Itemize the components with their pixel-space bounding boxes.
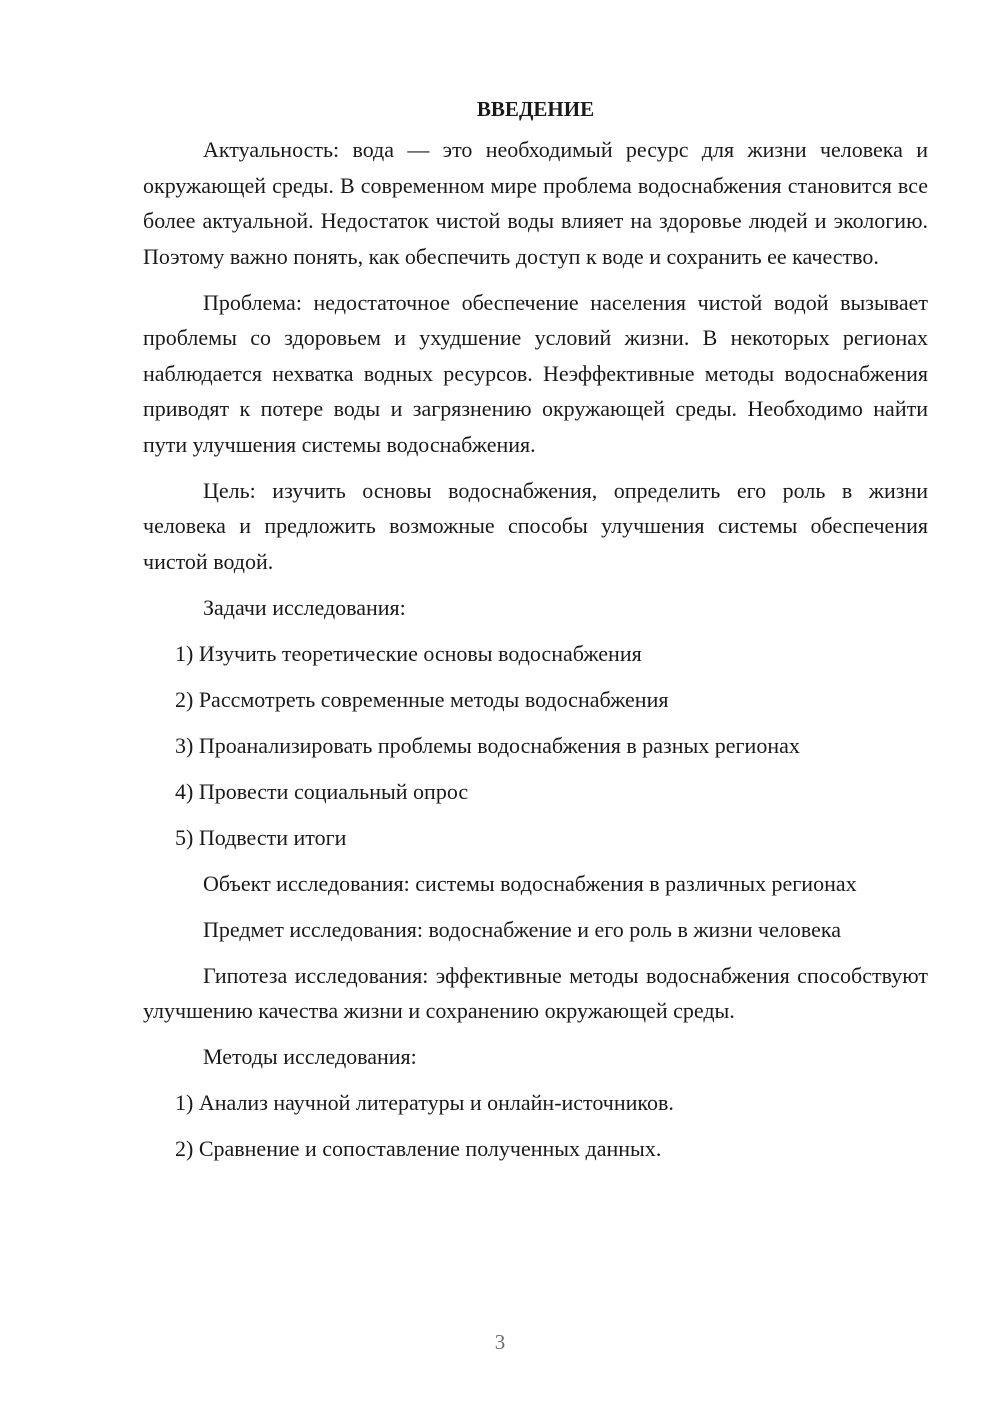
paragraph-hypothesis: Гипотеза исследования: эффективные методы водоснабжения способствуют улучшению качества жизни и сохранению окружающей среды.	[143, 962, 928, 1023]
tasks-list	[143, 636, 928, 856]
list-item: 2) Рассмотреть современные методы водоснабжения	[175, 686, 669, 712]
paragraph-goal: Цель: изучить основы водоснабжения, определить его роль в жизни человека и предложить возможные способы улучшения системы обеспечения чистой водой.	[143, 477, 928, 574]
list-item: 2) Сравнение и сопоставление полученных данных.	[175, 1136, 662, 1161]
paragraph-object: Объект исследования: системы водоснабжения в различных регионах	[203, 870, 857, 896]
list-item: 1) Изучить теоретические основы водоснабжения	[175, 640, 642, 666]
list-item: 5) Подвести итоги	[175, 824, 347, 850]
page-number: 3	[494, 1330, 506, 1354]
list-item: 4) Провести социальный опрос	[175, 778, 469, 804]
list-item: 3) Проанализировать проблемы водоснабжения в разных регионах	[175, 732, 800, 758]
section-title: ВВЕДЕНИЕ	[476, 97, 595, 121]
paragraph-problem: Проблема: недостаточное обеспечение населения чистой водой вызывает проблемы со здоровьем и ухудшение условий жизни. В некоторых регионах наблюдается нехватка водных ресурсов. Неэффективные методы водоснабжения приводят к потере воды и загрязнению окружающей среды. Необходимо найти пути улучшения системы водоснабжения.	[143, 289, 928, 457]
paragraph-subject: Предмет исследования: водоснабжение и его роль в жизни человека	[203, 916, 842, 942]
methods-heading: Методы исследования:	[203, 1044, 417, 1069]
list-item: 1) Анализ научной литературы и онлайн-источников.	[175, 1090, 674, 1115]
tasks-heading: Задачи исследования:	[203, 594, 406, 620]
methods-list	[143, 1085, 928, 1167]
paragraph-relevance: Актуальность: вода — это необходимый ресурс для жизни человека и окружающей среды. В современном мире проблема водоснабжения становится все более актуальной. Недостаток чистой воды влияет на здоровье людей и экологию. Поэтому важно понять, как обеспечить доступ к воде и сохранить ее качество.	[143, 137, 928, 269]
page-content	[143, 92, 928, 1177]
